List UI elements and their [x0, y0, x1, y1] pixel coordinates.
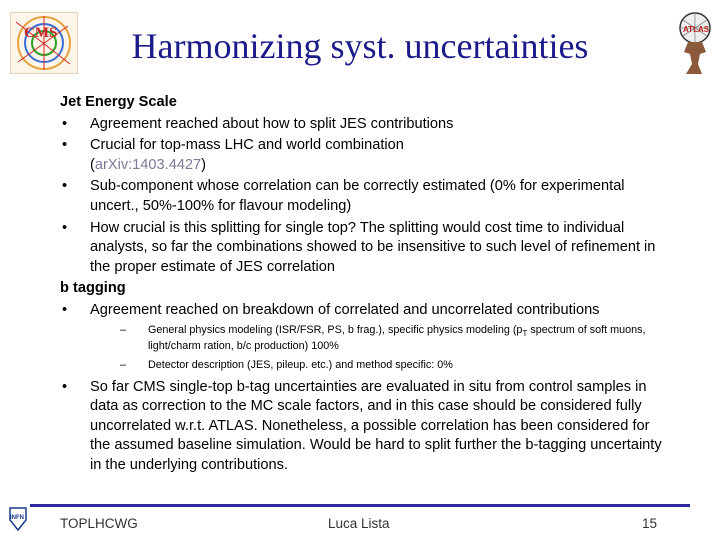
bullet-marker: •	[62, 378, 68, 395]
bullet-text-paren-close: )	[201, 156, 207, 173]
sub-bullet-item	[90, 324, 670, 353]
dash-marker: –	[120, 358, 127, 371]
svg-text:INFN: INFN	[10, 515, 24, 521]
sub-bullet-text-cont: spectrum of soft muons, light/charm ration, b/c production) 100%	[148, 323, 646, 352]
bullet-item	[60, 301, 670, 321]
bullet-item	[60, 177, 670, 216]
bullet-text: Agreement reached about how to split JES contributions	[90, 115, 454, 132]
bullet-text: So far CMS single-top b-tag uncertainties are evaluated in situ from control samples in data as correction to the MC scale factors, and in this case should be considered fully uncorrelated w.r.t. ATLAS. Nonetheless, a possible correlation has been considered for the assumed baseline simulation. Would be hard to split further the b-tagging uncertainty in the underlying contributions.	[90, 378, 662, 474]
section-heading-jes: Jet Energy Scale	[60, 94, 177, 110]
arxiv-link[interactable]: arXiv:1403.4427	[94, 156, 202, 173]
bullet-marker: •	[62, 219, 68, 236]
dash-marker: –	[120, 323, 127, 336]
page-number: 15	[642, 516, 658, 531]
bullet-marker: •	[62, 137, 68, 154]
footer-author: Luca Lista	[328, 516, 390, 531]
sub-bullet-text: General physics modeling (ISR/FSR, PS, b frag.), specific physics modeling (p	[148, 323, 523, 336]
bullet-item	[60, 115, 670, 135]
bullet-item	[60, 378, 670, 476]
svg-text:ATLAS: ATLAS	[683, 25, 710, 34]
sub-bullet-text: Detector description (JES, pileup. etc.) and method specific: 0%	[148, 358, 453, 371]
bullet-text: Agreement reached on breakdown of correlated and uncorrelated contributions	[90, 301, 600, 318]
footer-rule	[30, 504, 690, 507]
infn-logo	[6, 506, 30, 534]
bullet-marker: •	[62, 115, 68, 132]
bullet-text: Crucial for top-mass LHC and world combination	[90, 137, 404, 154]
section-heading-btag: b tagging	[60, 280, 126, 297]
bullet-marker: •	[62, 301, 68, 318]
footer-left: TOPLHCWG	[60, 516, 138, 531]
bullet-marker: •	[62, 178, 68, 195]
slide-content	[60, 93, 670, 476]
bullet-text-paren-open: (	[90, 156, 95, 173]
bullet-text: Sub-component whose correlation can be correctly estimated (0% for experimental uncert., 50%-100% for flavour modeling)	[90, 178, 625, 214]
bullet-item	[60, 219, 670, 278]
slide-title: Harmonizing syst. uncertainties	[131, 26, 589, 66]
subscript-t: T	[522, 328, 528, 338]
bullet-item	[60, 136, 670, 175]
sub-bullet-item	[90, 359, 670, 372]
bullet-text: How crucial is this splitting for single top? The splitting would cost time to individual analysts, so far the combinations showed to be insensitive to such level of refinement in the proper estimate of JES correlation	[90, 219, 656, 275]
svg-text:CMS: CMS	[24, 25, 58, 41]
